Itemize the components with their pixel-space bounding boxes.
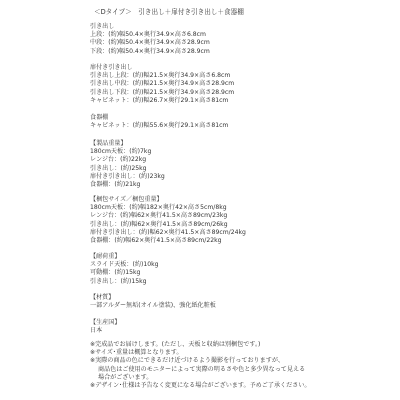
- origin-line: 日本: [90, 327, 103, 335]
- note-line: ※実際の商品の色にできるだけ近づけるよう撮影を行っておりますが、: [90, 357, 285, 365]
- door-drawers-line: 引き出し上段：(約)幅21.5×奥行34.9×高さ6.8cm: [90, 72, 231, 80]
- cupboard-section: [90, 114, 228, 130]
- weight-section: [90, 140, 165, 189]
- cupboard-heading: 食器棚: [90, 114, 109, 121]
- weight-heading: 【製品重量】: [90, 140, 127, 147]
- note-line: ※デザイン･仕様は予告なく変更になる場合がございます。予めご了承ください。: [90, 381, 311, 389]
- drawers-line: 中段：(約)幅50.4×奥行34.9×高さ28.9cm: [90, 39, 210, 47]
- cupboard-line: キャビネット：(約)幅55.6×奥行29.1×高さ81cm: [90, 122, 229, 130]
- origin-section: [90, 319, 120, 335]
- package-heading: 【梱包サイズ／梱包重量】: [90, 196, 163, 203]
- package-line: 引き出し：(約)幅62×奥行41.5×高さ89cm/26kg: [90, 220, 228, 228]
- door-drawers-line: 引き出し中段：(約)幅21.5×奥行34.9×高さ28.9cm: [90, 80, 235, 88]
- drawers-line: 下段：(約)幅50.4×奥行34.9×高さ28.9cm: [90, 47, 210, 55]
- load-section: [90, 253, 158, 286]
- drawers-section: [90, 23, 210, 56]
- door-drawers-line: 引き出し下段：(約)幅21.5×奥行34.9×高さ28.9cm: [90, 88, 235, 96]
- weight-line: 引き出し：(約)25kg: [90, 164, 147, 172]
- load-line: スライド天板：(約)10kg: [90, 261, 159, 269]
- note-line: 場合がございます。: [98, 373, 153, 381]
- load-line: 可動棚：(約)15kg: [90, 269, 141, 277]
- note-line: ※サイズ･重量は概算となります。: [90, 349, 183, 357]
- package-section: [90, 196, 246, 245]
- load-line: 引き出し：(約)15kg: [90, 277, 147, 285]
- package-line: 扉付き引き出し：(約)幅62×奥行41.5×高さ89cm/24kg: [90, 228, 246, 236]
- weight-line: 180cm天板：(約)7kg: [90, 148, 152, 156]
- note-line: ※完成品でお届けします。(ただし、天板と収納は別梱包です。): [90, 341, 261, 348]
- origin-heading: 【生産国】: [90, 319, 121, 326]
- spec-title: ＜Dタイプ＞ 引き出し＋扉付き引き出し＋食器棚: [94, 8, 244, 16]
- weight-line: レンジ台：(約)22kg: [90, 156, 147, 164]
- drawers-line: 上段：(約)幅50.4×奥行34.9×高さ6.8cm: [90, 31, 206, 39]
- weight-line: 食器棚：(約)21kg: [90, 180, 141, 188]
- door-drawers-line: キャビネット：(約)幅26.7×奥行29.1×高さ81cm: [90, 96, 229, 104]
- weight-line: 扉付き引き出し：(約)23kg: [90, 172, 165, 180]
- package-line: 食器棚：(約)幅62×奥行41.5×高さ89cm/22kg: [90, 236, 222, 244]
- door-drawers-section: [90, 64, 234, 105]
- load-heading: 【耐荷重】: [90, 253, 121, 260]
- material-heading: 【材質】: [90, 294, 115, 301]
- door-drawers-heading: 扉付き引き出し: [90, 64, 133, 71]
- package-line: 180cm天板：(約)幅182×奥行42×高さ5cm/8kg: [90, 204, 227, 212]
- material-line: 一部アルダー無垢(オイル塗装)、強化紙化粧板: [90, 302, 216, 310]
- notes-section: [90, 341, 390, 390]
- drawers-heading: 引き出し: [90, 23, 115, 30]
- material-section: [90, 294, 216, 310]
- package-line: レンジ台：(約)幅62×奥行41.5×高さ89cm/23kg: [90, 212, 228, 220]
- note-line: 商品色はご使用のモニターによって実際の明るさや色と多少異なって見える: [98, 365, 306, 373]
